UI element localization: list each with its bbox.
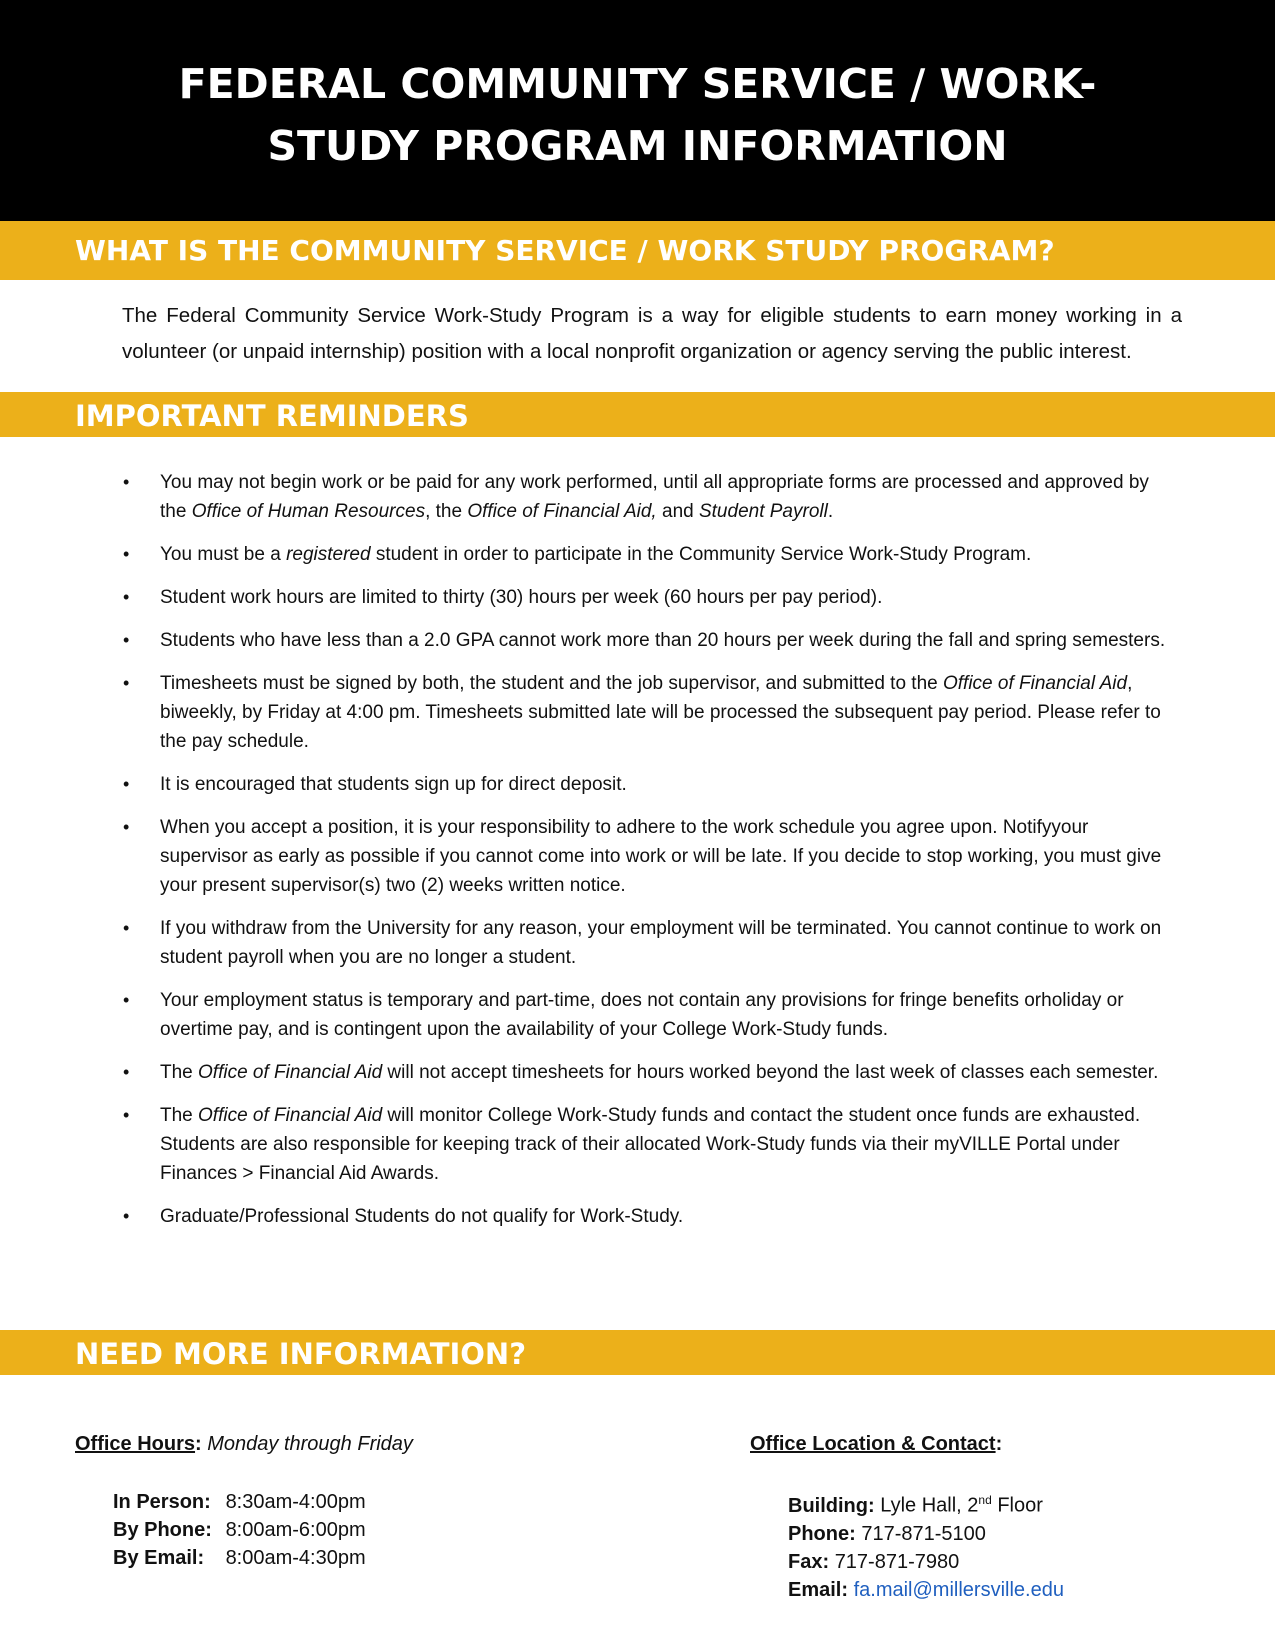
reminder-text: . <box>827 501 834 522</box>
email-row <box>788 1576 1064 1604</box>
by-phone-value: 8:00am-6:00pm <box>225 1519 366 1541</box>
building-label: Building: <box>788 1494 875 1517</box>
reminder-text: When you accept a position, it is your responsibility to adhere to the work schedule you agree upon. Notifyyour supervisor as early as possible if you cannot come into work or will be late. If you decide to stop working, you must give your present supervisor(s) two (2) weeks written notice. <box>160 817 1162 896</box>
phone-row <box>788 1520 1064 1548</box>
in-person-row <box>113 1488 413 1516</box>
emphasis-text: Office of Financial Aid <box>198 1105 383 1126</box>
reminder-text: and <box>656 501 699 522</box>
bullet-icon: • <box>123 544 130 564</box>
emphasis-text: Office of Human Resources <box>191 501 426 522</box>
intro-paragraph: The Federal Community Service Work-Study Program is a way for eligible students to earn money working in a volunteer (or unpaid internship) position with a local nonprofit organization or agency serving the public interest. <box>122 304 1182 363</box>
emphasis-text: Office of Financial Aid, <box>467 501 657 522</box>
by-email-row <box>113 1544 413 1572</box>
list-item <box>123 669 1170 756</box>
bullet-icon: • <box>123 1062 130 1082</box>
office-hours-label: Office Hours <box>75 1433 196 1455</box>
section-heading-what-is: WHAT IS THE COMMUNITY SERVICE / WORK STUDY PROGRAM? <box>0 221 1275 280</box>
building-floor: Floor <box>991 1494 1043 1517</box>
list-item <box>123 1058 1170 1087</box>
by-email-label: By Email: <box>113 1547 205 1569</box>
fax-label: Fax: <box>788 1550 830 1573</box>
section-heading-important-reminders: IMPORTANT REMINDERS <box>0 392 1275 437</box>
reminder-text: will not accept timesheets for hours worked beyond the last week of classes each semester. <box>382 1062 1159 1083</box>
reminder-text: Timesheets must be signed by both, the student and the job supervisor, and submitted to the <box>160 673 943 694</box>
office-hours-heading <box>75 1430 413 1458</box>
emphasis-text: Office of Financial Aid <box>198 1062 383 1083</box>
heading-colon: : <box>195 1433 202 1455</box>
reminder-text: , biweekly, by Friday at 4:00 pm. Timesheets submitted late will be processed the subsequent pay period. Please refer to the pay schedule. <box>160 673 1161 752</box>
reminder-text: Graduate/Professional Students do not qualify for Work-Study. <box>160 1206 684 1227</box>
emphasis-text: Student Payroll <box>698 501 828 522</box>
emphasis-text: registered <box>286 544 371 565</box>
email-link[interactable]: fa.mail@millersville.edu <box>853 1578 1064 1601</box>
office-location-heading <box>750 1430 1064 1458</box>
by-email-value: 8:00am-4:30pm <box>225 1547 366 1569</box>
office-location-label: Office Location & Contact <box>750 1433 996 1455</box>
phone-label: Phone: <box>788 1522 856 1545</box>
fax-row <box>788 1548 1064 1576</box>
reminders-list <box>123 468 1170 1245</box>
phone-value: 717-871-5100 <box>861 1522 986 1545</box>
emphasis-text: Office of Financial Aid <box>943 673 1128 694</box>
reminder-text: The <box>160 1105 199 1126</box>
office-hours-block <box>75 1430 413 1572</box>
reminder-text: If you withdraw from the University for any reason, your employment will be terminated. You cannot continue to work on student payroll when you are no longer a student. <box>160 918 1162 968</box>
bullet-icon: • <box>123 630 130 650</box>
title-banner <box>0 0 1275 221</box>
list-item <box>123 1101 1170 1188</box>
building-ordinal: nd <box>978 1493 992 1507</box>
reminder-text: Student work hours are limited to thirty (30) hours per week (60 hours per pay period). <box>160 587 883 608</box>
bullet-icon: • <box>123 817 130 837</box>
bullet-icon: • <box>123 990 130 1010</box>
reminder-text: You must be a <box>160 544 287 565</box>
list-item <box>123 986 1170 1044</box>
bullet-icon: • <box>123 1206 130 1226</box>
by-phone-label: By Phone: <box>113 1519 212 1541</box>
office-days: Monday through Friday <box>201 1433 413 1455</box>
bullet-icon: • <box>123 1105 130 1125</box>
reminder-text: It is encouraged that students sign up for direct deposit. <box>160 774 627 795</box>
office-location-block <box>750 1430 1064 1604</box>
reminder-text: Students who have less than a 2.0 GPA cannot work more than 20 hours per week during the fall and spring semesters. <box>160 630 1166 651</box>
office-hours-rows <box>113 1488 413 1572</box>
bullet-icon: • <box>123 472 130 492</box>
in-person-value: 8:30am-4:00pm <box>225 1491 366 1513</box>
reminder-text: Your employment status is temporary and part-time, does not contain any provisions for fringe benefits orholiday or overtime pay, and is contingent upon the availability of your College Work-Study funds. <box>160 990 1124 1040</box>
reminder-text: student in order to participate in the Community Service Work-Study Program. <box>370 544 1032 565</box>
list-item <box>123 583 1170 612</box>
reminder-text: You may not begin work or be paid for any work performed, until all appropriate forms are processed and approved by the <box>160 472 1149 522</box>
bullet-icon: • <box>123 918 130 938</box>
reminder-text: , the <box>425 501 468 522</box>
list-item <box>123 626 1170 655</box>
email-label: Email: <box>788 1578 849 1601</box>
list-item <box>123 540 1170 569</box>
section-heading-need-more-information: NEED MORE INFORMATION? <box>0 1330 1275 1375</box>
list-item <box>123 813 1170 900</box>
bullet-icon: • <box>123 587 130 607</box>
page-title: FEDERAL COMMUNITY SERVICE / WORK-STUDY PROGRAM INFORMATION <box>178 59 1097 170</box>
list-item <box>123 468 1170 526</box>
bullet-icon: • <box>123 774 130 794</box>
heading-colon: : <box>995 1433 1003 1455</box>
list-item <box>123 770 1170 799</box>
fax-value: 717-871-7980 <box>834 1550 960 1573</box>
in-person-label: In Person: <box>113 1491 211 1513</box>
list-item <box>123 1202 1170 1231</box>
reminder-text: will monitor College Work-Study funds and contact the student once funds are exhausted. Students are also responsible for keeping track of their allocated Work-Study funds via their myVILLE Portal under Finances > Financial Aid Awards. <box>160 1105 1141 1184</box>
bullet-icon: • <box>123 673 130 693</box>
list-item <box>123 914 1170 972</box>
reminder-text: The <box>160 1062 199 1083</box>
building-row <box>788 1486 1064 1520</box>
building-value: Lyle Hall, 2 <box>880 1494 979 1517</box>
office-location-rows <box>788 1486 1064 1604</box>
by-phone-row <box>113 1516 413 1544</box>
